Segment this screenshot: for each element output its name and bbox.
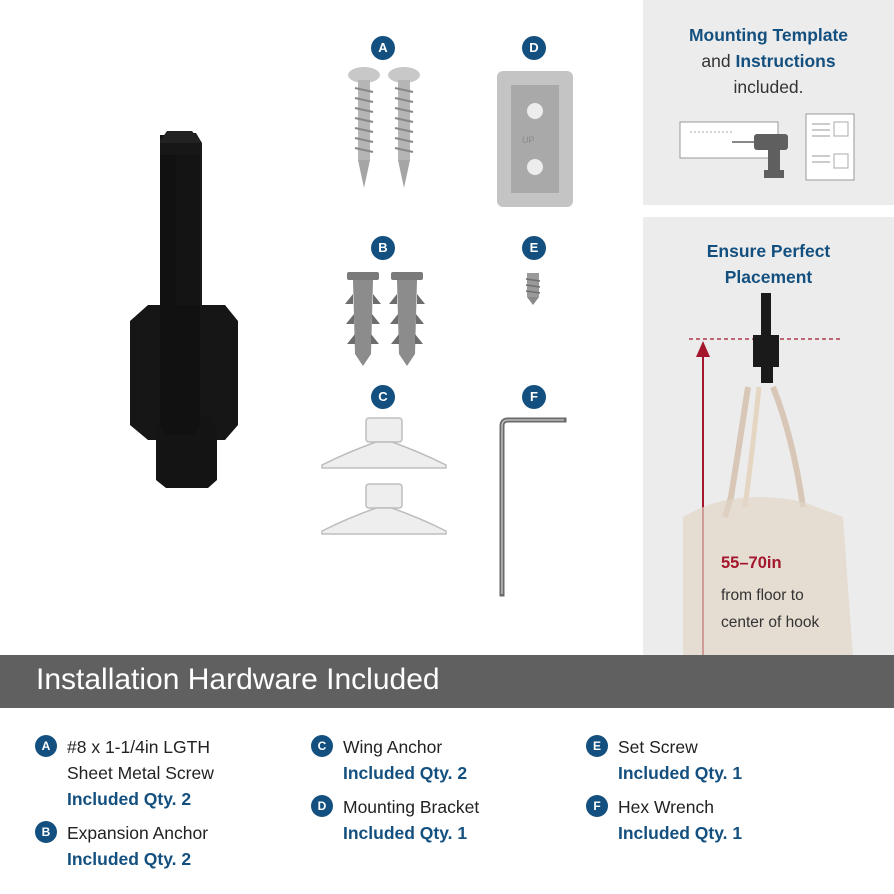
template-instructions: Instructions [735,51,836,71]
legend-f-qty: Included Qty. 1 [618,823,743,843]
legend-d-line1: Mounting Bracket [343,797,480,817]
expansion-anchor-image [343,270,433,370]
height-desc-line2: center of hook [721,614,820,631]
legend-badge-b: B [35,821,57,843]
badge-e: E [522,236,546,260]
sheet-metal-screw-image [342,66,432,196]
legend-badge-f: F [586,795,608,817]
badge-d: D [522,36,546,60]
template-and: and [701,51,731,71]
legend-a-qty: Included Qty. 2 [67,789,192,809]
legend-item-d [317,794,480,846]
height-desc-line1: from floor to [721,587,804,604]
legend-b-line1: Expansion Anchor [67,823,209,843]
template-drill-icon [678,112,862,184]
legend-d-qty: Included Qty. 1 [343,823,468,843]
template-title: Mounting Template [688,25,849,45]
badge-a: A [371,36,395,60]
placement-title-line1: Ensure Perfect [706,241,831,261]
legend-badge-a: A [35,735,57,757]
legend-item-a [41,734,214,812]
badge-f: F [522,385,546,409]
legend-b-qty: Included Qty. 2 [67,849,192,869]
placement-title [643,238,894,290]
mounting-bracket-image [495,69,575,209]
legend-item-e [592,734,743,786]
legend-a-line2: Sheet Metal Screw [67,763,214,783]
legend-item-f [593,794,743,846]
legend-badge-c: C [311,735,333,757]
badge-b: B [371,236,395,260]
legend-c-qty: Included Qty. 2 [343,763,468,783]
legend-badge-d: D [311,795,333,817]
legend-f-line1: Hex Wrench [618,797,714,817]
height-description [721,582,891,636]
legend-e-line1: Set Screw [618,737,698,757]
bracket-up-mark: UP [522,135,535,145]
set-screw-image [523,271,543,307]
banner-title: Installation Hardware Included [36,663,440,696]
placement-title-line2: Placement [724,267,813,287]
hex-wrench-image [496,414,568,598]
legend-item-c [317,734,468,786]
legend-badge-e: E [586,735,608,757]
legend-c-line1: Wing Anchor [343,737,443,757]
template-caption [643,22,894,100]
hook-product-image [120,125,250,495]
badge-c: C [371,385,395,409]
wing-anchor-image [318,412,450,540]
legend-e-qty: Included Qty. 1 [618,763,743,783]
height-range: 55–70in [721,554,782,572]
legend-a-line1: #8 x 1-1/4in LGTH [67,737,210,757]
template-included: included. [733,77,804,97]
legend-item-b [41,820,209,872]
